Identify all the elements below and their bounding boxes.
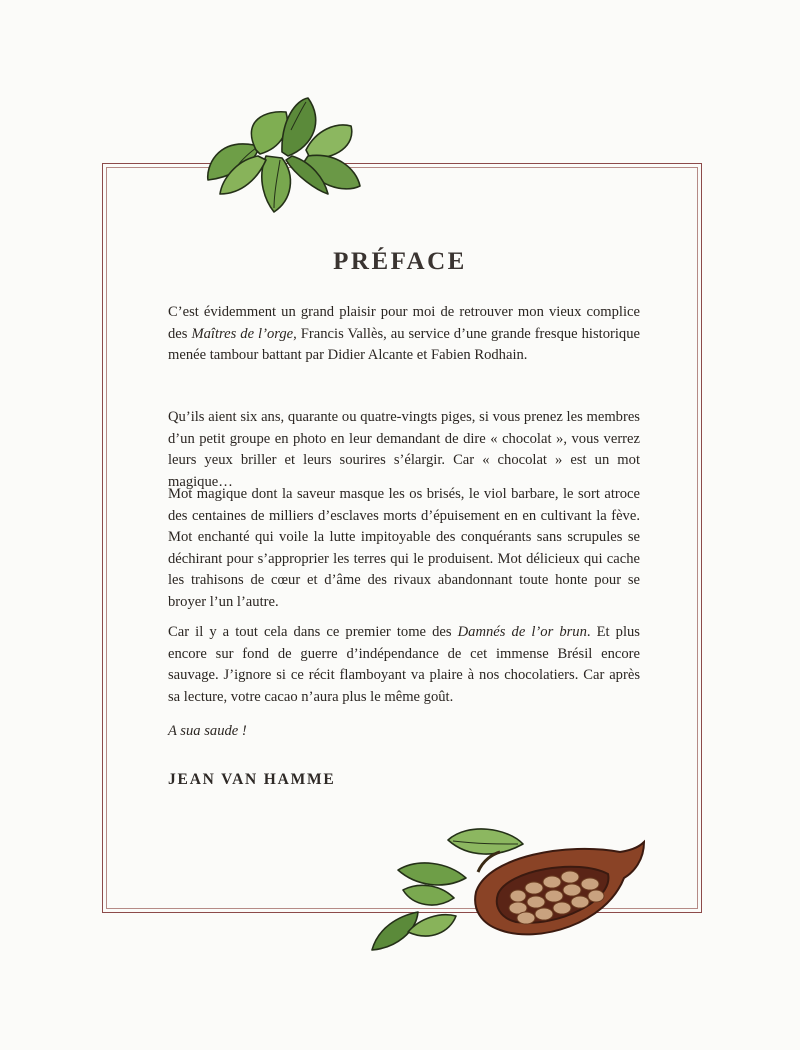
paragraph-4-text-b: . Et plus encore sur fond de guerre d’indépendance de cet immense Brésil encore sauvage. J’ignore si ce récit flamboyant va plaire à nos chocolatiers. Car après sa lecture, votre cacao n’aura plus le même goût.: [168, 624, 640, 705]
paragraph-3: Mot magique dont la saveur masque les os brisés, le viol barbare, le sort atroce des centaines de milliers d’esclaves morts d’épuisement en en cultivant la fève. Mot enchanté qui voile la lutte impitoyable des conquérants sans scrupules se déchirant pour s’approprier les terres qui le produisent. Mot délicieux qui cache les trahisons de cœur et d’âme des rivaux abandonnant toute honte pour se broyer l’un l’autre.: [168, 486, 640, 610]
cocoa-pod-illustration: [358, 820, 658, 970]
paragraph-4-text-a: Car il y a tout cela dans ce premier tome des: [168, 624, 458, 640]
page-title: PRÉFACE: [333, 248, 467, 275]
paragraph-4-italic-title: Damnés de l’or brun: [457, 624, 587, 640]
cocoa-leaves-illustration: [196, 90, 376, 220]
paragraph-1-text-a: C’est évidemment un grand plaisir pour moi de retrouver mon vieux complice des: [168, 304, 640, 342]
paragraph-1: [168, 302, 640, 367]
author-signature: JEAN VAN HAMME: [168, 771, 336, 788]
salutation: A sua saude !: [168, 723, 247, 739]
paragraph-4: [168, 622, 640, 708]
paragraph-2: Qu’ils aient six ans, quarante ou quatre-vingts piges, si vous prenez les membres d’un petit groupe en photo en leur demandant de dire « chocolat », vous verrez leurs yeux briller et leurs sourires s’élargir. Car « chocolat » est un mot magique…: [168, 409, 640, 490]
paragraph-1-italic-title: Maîtres de l’orge: [191, 325, 294, 342]
paragraph-1-text-b: , Francis Vallès, au service d’une grande fresque historique menée tambour battant par Didier Alcante et Fabien Rodhain.: [168, 325, 640, 363]
